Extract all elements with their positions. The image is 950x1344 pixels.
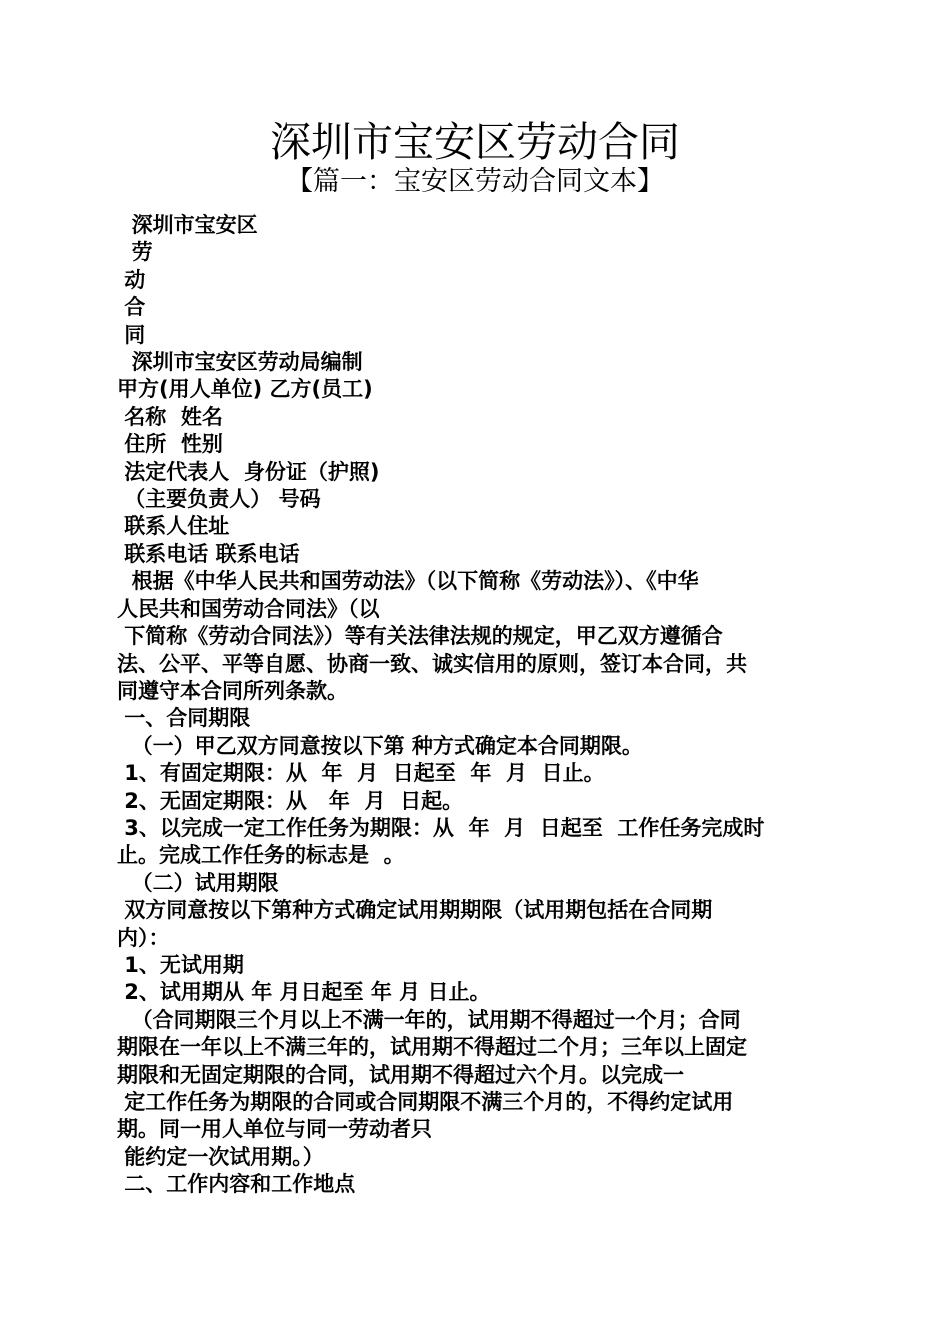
body-line: 期限和无固定期限的合同，试用期不得超过六个月。以完成一 <box>117 1062 684 1087</box>
body-line: 期限在一年以上不满三年的，试用期不得超过二个月；三年以上固定 <box>117 1035 747 1060</box>
body-line: 3、以完成一定工作任务为期限：从 年 月 日起至 工作任务完成时 <box>117 815 765 840</box>
body-line: 深圳市宝安区劳动局编制 <box>117 350 363 375</box>
body-line: 联系人住址 <box>117 514 230 539</box>
body-line: 住所 性别 <box>117 432 223 457</box>
body-line: 联系电话 联系电话 <box>117 541 300 566</box>
body-line: 劳 <box>117 240 153 265</box>
body-line: 2、无固定期限：从 年 月 日起。 <box>117 788 464 813</box>
body-line: 1、有固定期限：从 年 月 日起至 年 月 日止。 <box>117 761 605 786</box>
body-line: （二）试用期限 <box>117 870 279 895</box>
body-line: 法定代表人 身份证（护照) <box>117 459 380 484</box>
body-line: 同 <box>117 322 146 347</box>
body-line: 止。完成工作任务的标志是 。 <box>117 843 405 868</box>
body-line: 合 <box>117 295 146 320</box>
body-line: （合同期限三个月以上不满一年的，试用期不得超过一个月；合同 <box>117 1007 741 1032</box>
body-line: 期。同一用人单位与同一劳动者只 <box>117 1117 432 1142</box>
body-line: 1、无试用期 <box>117 952 244 977</box>
body-line: 一、合同期限 <box>117 706 251 731</box>
body-line: 内）： <box>117 925 170 950</box>
body-line: 动 <box>117 267 146 292</box>
document-subtitle: 【篇一：宝安区劳动合同文本】 <box>286 166 664 197</box>
body-line: 定工作任务为期限的合同或合同期限不满三个月的，不得约定试用 <box>117 1090 734 1114</box>
body-line: 深圳市宝安区 <box>117 213 258 237</box>
body-line: 能约定一次试用期。） <box>117 1144 324 1169</box>
document-body <box>117 212 837 1199</box>
body-line: 下简称《劳动合同法》）等有关法律法规的规定，甲乙双方遵循合 <box>117 624 723 649</box>
body-line: 同遵守本合同所列条款。 <box>117 678 348 703</box>
body-line: 甲方(用人单位) 乙方(员工) <box>117 377 373 402</box>
body-line: （一）甲乙双方同意按以下第 种方式确定本合同期限。 <box>117 733 643 758</box>
body-line: 法、公平、平等自愿、协商一致、诚实信用的原则，签订本合同，共 <box>117 651 747 676</box>
body-line: 名称 姓名 <box>117 404 223 429</box>
body-line: 2、试用期从 年 月日起至 年 月 日止。 <box>117 980 491 1005</box>
body-line: 双方同意按以下第种方式确定试用期期限（试用期包括在合同期 <box>117 898 713 923</box>
body-line: 二、工作内容和工作地点 <box>117 1172 356 1197</box>
body-line: 根据《中华人民共和国劳动法》（以下简称《劳动法》）、《中华 <box>117 569 699 594</box>
body-line: （主要负责人） 号码 <box>117 487 321 512</box>
document-title: 深圳市宝安区劳动合同 <box>270 118 680 166</box>
body-line: 人民共和国劳动合同法》（以 <box>117 596 380 621</box>
